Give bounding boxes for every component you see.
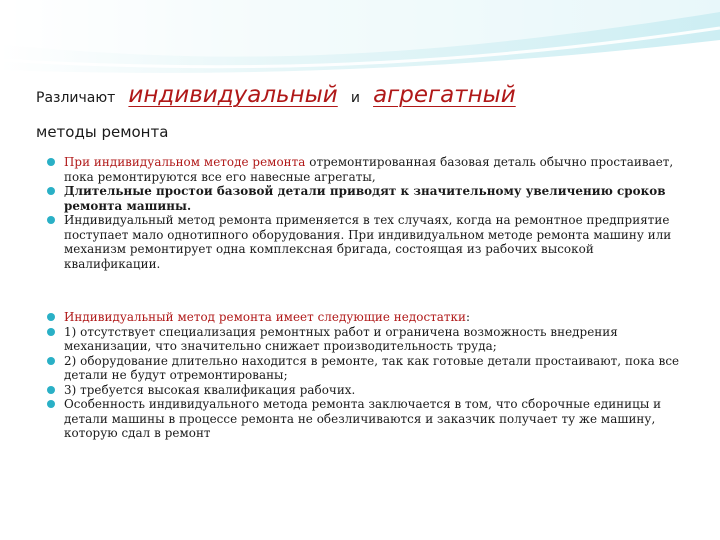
item-lead: При индивидуальном методе ремонта [64,155,306,169]
bullet-icon [47,328,55,336]
bullet-icon [47,216,55,224]
list-item [44,325,684,354]
bullet-icon [47,386,55,394]
list-item [44,155,684,184]
bullet-icon [47,313,55,321]
list-item [44,397,684,441]
item-text: 1) отсутствует специализация ремонтных работ и ограничена возможность внедрения механизации, что значительно снижает производительность труда; [64,324,618,353]
list-item [44,184,684,213]
item-text: Индивидуальный метод ремонта применяется в тех случаях, когда на ремонтное предприятие поступает мало однотипного оборудования. При индивидуальном методе ремонта машину или механизм ремонтирует одна комплексная бригада, состоящая из рабочих высокой квалификации. [64,213,672,271]
list-item [44,354,684,383]
item-text: Особенность индивидуального метода ремонта заключается в том, что сборочные единицы и детали машины в процессе ремонта не обезличиваются и заказчик получает ту же машину, которую сдал в ремонт [64,397,662,440]
list-item [44,310,684,325]
title-word-1: Различают [36,90,116,106]
bullet-list-2 [44,310,684,441]
title-term-aggregate: агрегатный [373,82,516,108]
bullet-icon [47,357,55,365]
bullet-icon [47,187,55,195]
title-conjunction: и [350,90,360,106]
item-text: Длительные простои базовой детали приводят к значительному увеличению сроков ремонта машины. [64,184,666,213]
item-text: 2) оборудование длительно находится в ремонте, так как готовые детали простаивают, пока все детали не будут отремонтированы; [64,353,680,382]
item-text: : [466,310,471,324]
bullet-icon [47,158,55,166]
list-item [44,213,684,271]
slide-title [36,82,516,108]
item-lead: Индивидуальный метод ремонта имеет следующие недостатки [64,310,467,324]
header-wave-decoration [0,0,720,75]
item-text: отремонтированная базовая деталь обычно простаивает, пока ремонтируются все его навесные агрегаты, [64,155,674,184]
title-term-individual: индивидуальный [128,82,338,108]
list-item [44,383,684,398]
bullet-icon [47,400,55,408]
slide-subtitle: методы ремонта [36,123,169,141]
item-text: 3) требуется высокая квалификация рабочих. [64,382,356,397]
bullet-list-1 [44,155,684,271]
